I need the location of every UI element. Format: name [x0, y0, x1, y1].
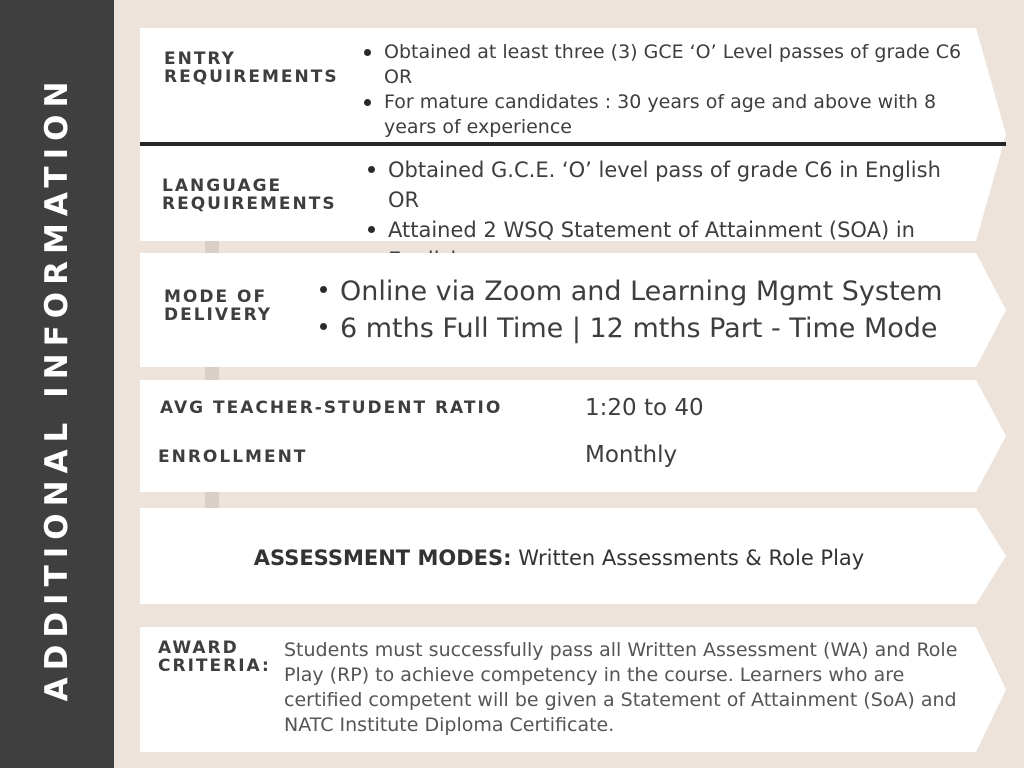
ratio-value: 1:20 to 40: [585, 395, 704, 421]
assessment-line: [140, 508, 978, 608]
entry-label-line2: REQUIREMENTS: [164, 67, 339, 87]
enrollment-label: ENROLLMENT: [158, 447, 308, 467]
award-label-line2: CRITERIA:: [158, 656, 271, 676]
ratio-panel: [140, 380, 1006, 492]
language-requirements-label: [162, 177, 337, 213]
list-item: Obtained at least three (3) GCE ‘O’ Level passes of grade C6 OR: [362, 40, 962, 90]
language-label-line2: REQUIREMENTS: [162, 194, 337, 214]
award-criteria-text: Students must successfully pass all Written Assessment (WA) and Role Play (RP) to achieve competency in the course. Learners who are certified competent will be given a Statement of Attainment (SoA) and NATC Institute Diploma Certificate.: [284, 639, 958, 736]
assessment-label: ASSESSMENT MODES:: [253, 546, 512, 570]
assessment-value: Written Assessments & Role Play: [518, 546, 865, 570]
ratio-label: AVG TEACHER-STUDENT RATIO: [160, 398, 503, 418]
language-label-line1: LANGUAGE: [162, 176, 283, 196]
entry-label-line1: ENTRY: [164, 49, 236, 69]
list-item: 6 mths Full Time | 12 mths Part - Time Mode: [318, 310, 978, 347]
sidebar-title: ADDITIONAL INFORMATION: [39, 74, 75, 702]
entry-requirements-list: [362, 40, 962, 140]
award-label-line1: AWARD: [158, 638, 239, 658]
award-label: [158, 639, 271, 675]
delivery-label-line1: MODE OF: [164, 287, 268, 307]
list-item: Online via Zoom and Learning Mgmt System: [318, 273, 978, 310]
sidebar: [0, 0, 114, 768]
section-divider: [140, 142, 1006, 146]
list-item: For mature candidates : 30 years of age and above with 8 years of experience: [362, 90, 962, 140]
list-item: Obtained G.C.E. ‘O’ level pass of grade C6 in English OR: [366, 155, 976, 215]
delivery-label: [164, 288, 272, 324]
enrollment-value: Monthly: [585, 442, 678, 468]
delivery-list: [318, 273, 978, 347]
list-item: Attained 2 WSQ Statement of Attainment (SOA) in: [366, 215, 976, 275]
delivery-label-line2: DELIVERY: [164, 305, 273, 325]
entry-requirements-label: [164, 50, 339, 86]
